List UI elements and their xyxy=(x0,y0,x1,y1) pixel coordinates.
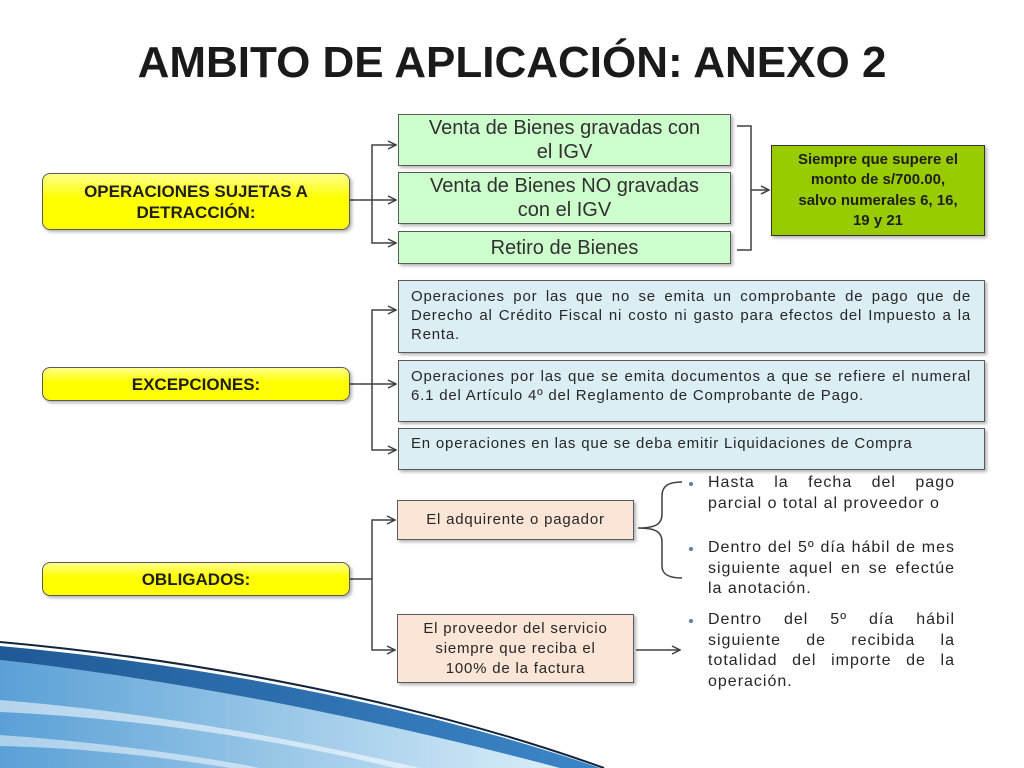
category-obligados xyxy=(42,562,350,596)
curly-brace xyxy=(638,482,682,578)
connector-arrow xyxy=(372,200,396,243)
category-label: OBLIGADOS: xyxy=(141,569,251,589)
deadline-text: Hasta la fecha del pago parcial o total al proveedor o xyxy=(708,474,955,512)
connector-arrow xyxy=(350,520,395,579)
condition-box xyxy=(771,145,985,236)
category-label: EXCEPCIONES: xyxy=(131,374,261,394)
obligado-proveedor xyxy=(397,614,634,683)
exception-item: Operaciones por las que se emita documentos a que se refiere el numeral 6.1 del Artículo 4º del Reglamento de Comprobante de Pago. xyxy=(398,360,985,422)
bullet-icon xyxy=(689,482,693,486)
category-label: OPERACIONES SUJETAS A DETRACCIÓN: xyxy=(84,181,308,222)
operation-item xyxy=(398,172,731,224)
connector-arrow xyxy=(372,579,395,650)
obligado-adquirente xyxy=(397,500,634,540)
category-excepciones xyxy=(42,367,350,401)
bullet-icon xyxy=(689,547,693,551)
connector-arrow xyxy=(372,145,396,200)
exception-item: Operaciones por las que no se emita un comprobante de pago que de Derecho al Crédito Fiscal ni costo ni gasto para efectos del Impuesto a la Renta. xyxy=(398,280,985,353)
connector-arrow xyxy=(372,384,396,450)
page-title: AMBITO DE APLICACIÓN: ANEXO 2 xyxy=(137,38,887,87)
connector-arrow xyxy=(372,310,396,384)
operation-item xyxy=(398,231,731,264)
bullet-icon xyxy=(689,619,693,623)
deadline-text: Dentro del 5º día hábil de mes siguiente aquel en se efectúe la anotación. xyxy=(708,539,955,597)
obligado-label: El proveedor del servicio siempre que reciba el 100% de la factura xyxy=(423,619,608,677)
bracket-line xyxy=(737,126,751,250)
operation-item-label: Venta de Bienes gravadas con el IGV xyxy=(428,117,701,163)
exception-item: En operaciones en las que se deba emitir Liquidaciones de Compra xyxy=(398,428,985,470)
operation-item-label: Retiro de Bienes xyxy=(490,236,639,259)
operation-item xyxy=(398,114,731,166)
category-operaciones xyxy=(42,173,350,230)
condition-text: Siempre que supere el monto de s/700.00, salvo numerales 6, 16, 19 y 21 xyxy=(797,150,959,229)
operation-item-label: Venta de Bienes NO gravadas con el IGV xyxy=(429,175,700,221)
deadline-text: Dentro del 5º día hábil siguiente de recibida la totalidad del importe de la operación. xyxy=(708,611,955,690)
obligado-label: El adquirente o pagador xyxy=(426,511,605,528)
